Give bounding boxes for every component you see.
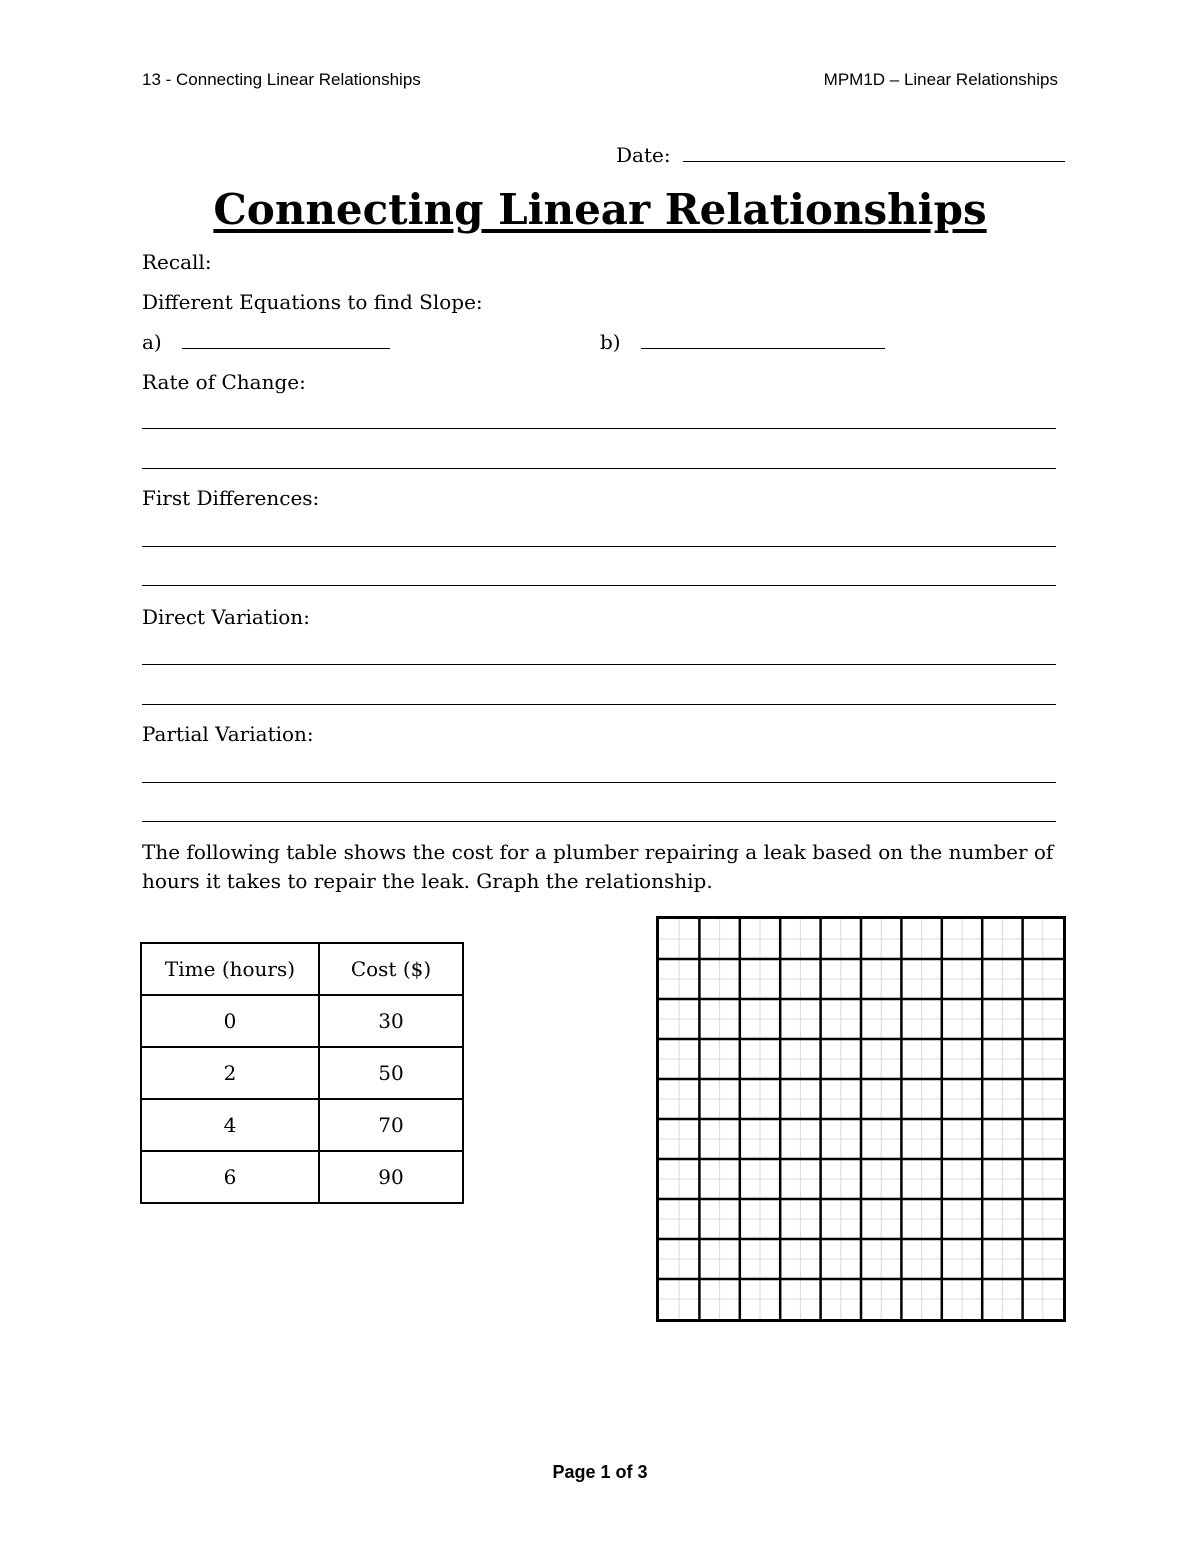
slope-a-field[interactable] xyxy=(182,334,390,349)
slope-b-row xyxy=(600,330,885,354)
page-title: Connecting Linear Relationships xyxy=(213,185,987,234)
rate-of-change-line-2[interactable] xyxy=(142,468,1056,469)
table-row xyxy=(141,1099,463,1151)
rate-of-change-line-1[interactable] xyxy=(142,428,1056,429)
table-cell-cost: 50 xyxy=(319,1047,463,1099)
slope-b-label: b) xyxy=(600,330,621,354)
date-label: Date: xyxy=(616,143,671,167)
table-row xyxy=(141,1047,463,1099)
header-left: 13 - Connecting Linear Relationships xyxy=(142,70,421,89)
graph-grid[interactable] xyxy=(656,916,1066,1322)
table-cell-cost: 90 xyxy=(319,1151,463,1203)
table-row xyxy=(141,1151,463,1203)
slope-a-label: a) xyxy=(142,330,162,354)
first-differences-line-1[interactable] xyxy=(142,546,1056,547)
slope-a-row xyxy=(142,330,390,354)
header-right: MPM1D – Linear Relationships xyxy=(823,70,1058,89)
recall-label: Recall: xyxy=(142,250,212,274)
rate-of-change-label: Rate of Change: xyxy=(142,370,306,394)
table-cell-time: 2 xyxy=(141,1047,319,1099)
partial-variation-label: Partial Variation: xyxy=(142,722,314,746)
table-cell-cost: 30 xyxy=(319,995,463,1047)
date-row xyxy=(616,143,1065,167)
partial-variation-line-1[interactable] xyxy=(142,782,1056,783)
slope-label: Different Equations to find Slope: xyxy=(142,290,483,314)
graph-grid-lines xyxy=(659,919,1063,1319)
table-header-cost: Cost ($) xyxy=(319,943,463,995)
data-table xyxy=(140,942,464,1204)
table-header-time: Time (hours) xyxy=(141,943,319,995)
instructions-paragraph: The following table shows the cost for a plumber repairing a leak based on the number of hours it takes to repair the leak. Graph the relationship. xyxy=(142,840,1054,893)
table-cell-time: 0 xyxy=(141,995,319,1047)
first-differences-line-2[interactable] xyxy=(142,585,1056,586)
partial-variation-line-2[interactable] xyxy=(142,821,1056,822)
first-differences-label: First Differences: xyxy=(142,486,320,510)
direct-variation-label: Direct Variation: xyxy=(142,605,310,629)
direct-variation-line-2[interactable] xyxy=(142,704,1056,705)
table-cell-time: 6 xyxy=(141,1151,319,1203)
table-header-row xyxy=(141,943,463,995)
table-row xyxy=(141,995,463,1047)
slope-b-field[interactable] xyxy=(641,334,885,349)
date-field[interactable] xyxy=(683,147,1065,162)
direct-variation-line-1[interactable] xyxy=(142,664,1056,665)
table-cell-cost: 70 xyxy=(319,1099,463,1151)
page-footer: Page 1 of 3 xyxy=(552,1462,648,1482)
table-cell-time: 4 xyxy=(141,1099,319,1151)
